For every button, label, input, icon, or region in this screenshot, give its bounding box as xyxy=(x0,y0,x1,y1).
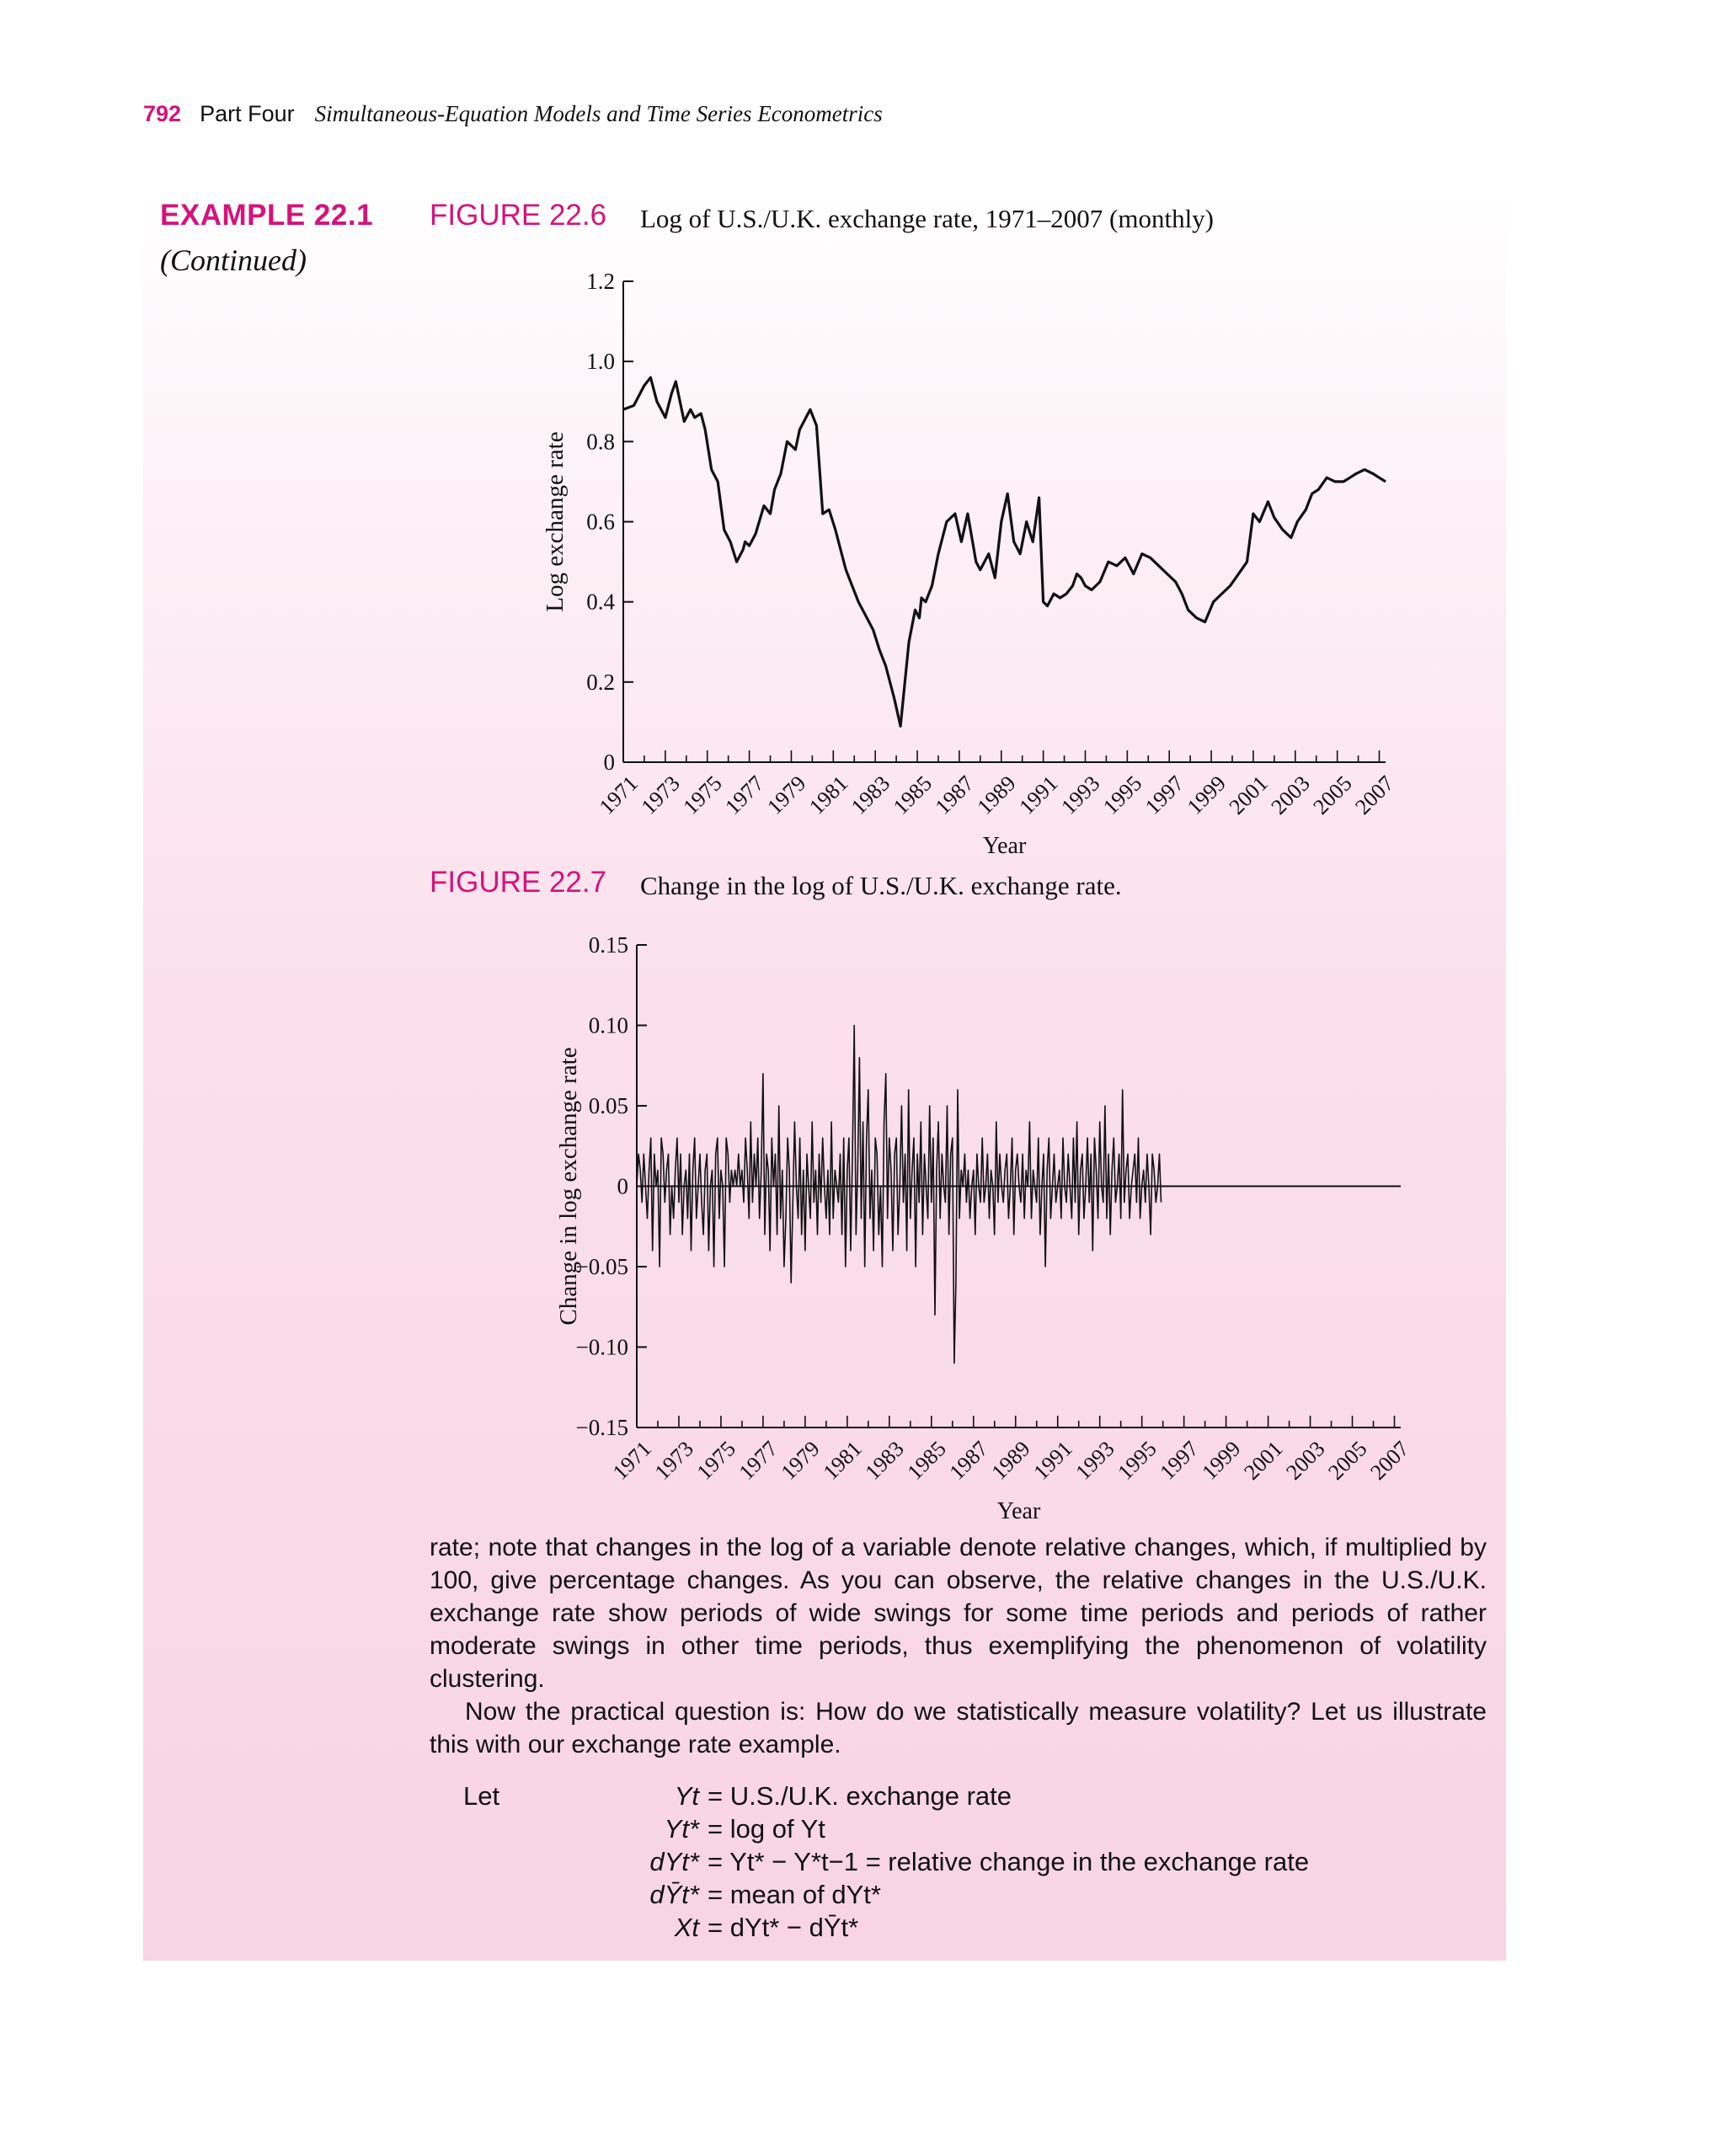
figure-1-caption: Log of U.S./U.K. exchange rate, 1971–2007 (monthly) xyxy=(640,204,1215,233)
x-tick-label: 1983 xyxy=(846,771,895,819)
y-tick-label: −0.10 xyxy=(575,1334,628,1360)
x-tick-label: 2007 xyxy=(1350,771,1399,819)
x-tick-label: 1991 xyxy=(1028,1436,1077,1485)
example-label: EXAMPLE 22.1 xyxy=(160,199,374,232)
y-tick-label: 0.2 xyxy=(586,669,615,695)
figure-2-label: FIGURE 22.7 xyxy=(430,866,607,899)
x-tick-label: 1973 xyxy=(649,1436,698,1485)
y-tick-label: 1.2 xyxy=(586,269,615,294)
x-tick-label: 1989 xyxy=(986,1436,1035,1485)
x-tick-label: 1971 xyxy=(594,771,643,819)
y-tick-label: 0.15 xyxy=(588,932,628,958)
x-tick-label: 2005 xyxy=(1308,771,1357,819)
definition-lhs: dYt* xyxy=(649,1847,699,1876)
x-tick-label: 2003 xyxy=(1281,1436,1330,1485)
x-tick-label: 1971 xyxy=(607,1436,656,1485)
definition-lhs: Xt xyxy=(674,1913,699,1942)
example-continued: (Continued) xyxy=(160,243,307,277)
y-tick-label: 0 xyxy=(603,750,615,775)
x-tick-label: 1975 xyxy=(678,771,727,819)
x-axis-title: Year xyxy=(982,833,1027,859)
x-tick-label: 1999 xyxy=(1182,771,1231,819)
x-tick-label: 1987 xyxy=(944,1436,993,1485)
figure-2-caption: Change in the log of U.S./U.K. exchange rate. xyxy=(640,871,1122,900)
body-paragraph-1: rate; note that changes in the log of a variable denote relative changes, which, if multiplied by 100, give percentage changes. As you can observe, the relative changes in the U.S./U.K. exchange rate show periods of wide swings for some time periods and periods of rather moderate swings in other time periods, thus exemplifying the phenomenon of volatility clustering. xyxy=(430,1534,1487,1693)
x-tick-label: 1993 xyxy=(1071,1436,1119,1485)
part-label: Part Four xyxy=(200,101,295,126)
definition-rhs: = Yt* − Y*t−1 = relative change in the exchange rate xyxy=(708,1847,1310,1876)
definition-rhs: = U.S./U.K. exchange rate xyxy=(708,1781,1012,1811)
definition-row xyxy=(463,1880,699,1913)
page-number: 792 xyxy=(143,101,182,126)
x-tick-label: 2001 xyxy=(1239,1436,1288,1485)
y-tick-label: 0.10 xyxy=(588,1012,628,1038)
x-tick-label: 1979 xyxy=(762,771,811,819)
running-title: Simultaneous-Equation Models and Time Series Econometrics xyxy=(314,101,883,126)
definition-rhs: = mean of dYt* xyxy=(708,1880,881,1909)
x-tick-label: 1995 xyxy=(1098,771,1147,819)
x-tick-label: 1985 xyxy=(902,1436,951,1485)
y-tick-label: 0.4 xyxy=(586,589,615,615)
y-tick-label: 0.05 xyxy=(588,1093,628,1118)
y-axis-title: Log exchange rate xyxy=(542,431,569,612)
x-tick-label: 2003 xyxy=(1266,771,1315,819)
definition-lhs: Yt* xyxy=(664,1814,699,1844)
x-tick-label: 1997 xyxy=(1155,1436,1204,1485)
x-tick-label: 1977 xyxy=(720,771,769,819)
x-tick-label: 1991 xyxy=(1014,771,1063,819)
x-tick-label: 1973 xyxy=(636,771,685,819)
y-tick-label: 0 xyxy=(617,1173,628,1199)
x-tick-label: 1993 xyxy=(1056,771,1105,819)
x-tick-label: 2007 xyxy=(1365,1436,1414,1485)
definition-rhs: = dYt* − dȲt* xyxy=(708,1913,859,1942)
x-tick-label: 1997 xyxy=(1140,771,1189,819)
y-tick-label: −0.15 xyxy=(575,1415,628,1440)
figure-1-label: FIGURE 22.6 xyxy=(430,199,607,232)
x-tick-label: 1987 xyxy=(930,771,979,819)
y-tick-label: 0.6 xyxy=(586,509,615,535)
definition-lhs: dȲt* xyxy=(649,1880,699,1909)
y-tick-label: −0.05 xyxy=(575,1254,628,1279)
x-tick-label: 2005 xyxy=(1323,1436,1372,1485)
y-axis-title: Change in log exchange rate xyxy=(555,1047,582,1326)
x-tick-label: 1975 xyxy=(692,1436,740,1485)
x-tick-label: 1989 xyxy=(972,771,1021,819)
y-tick-label: 1.0 xyxy=(586,349,615,375)
x-tick-label: 1983 xyxy=(860,1436,909,1485)
data-series-line xyxy=(637,1026,1162,1364)
x-axis-title: Year xyxy=(996,1498,1041,1524)
definition-rhs: = log of Yt xyxy=(708,1814,825,1844)
y-tick-label: 0.8 xyxy=(586,429,615,455)
definitions-let: Let xyxy=(463,1781,500,1811)
definition-row xyxy=(463,1781,699,1814)
definition-row xyxy=(463,1814,699,1847)
x-tick-label: 1999 xyxy=(1197,1436,1246,1485)
x-tick-label: 1981 xyxy=(804,771,853,819)
x-tick-label: 1981 xyxy=(818,1436,867,1485)
definition-row xyxy=(463,1847,699,1880)
definition-row xyxy=(463,1913,699,1945)
x-tick-label: 1977 xyxy=(734,1436,782,1485)
x-tick-label: 2001 xyxy=(1224,771,1273,819)
body-text xyxy=(430,1531,1487,1761)
x-tick-label: 1985 xyxy=(888,771,937,819)
definition-lhs: Yt xyxy=(674,1781,699,1811)
x-tick-label: 1995 xyxy=(1113,1436,1162,1485)
x-tick-label: 1979 xyxy=(776,1436,825,1485)
body-paragraph-2: Now the practical question is: How do we statistically measure volatility? Let us illustrate this with our exchange rate example. xyxy=(430,1698,1487,1758)
